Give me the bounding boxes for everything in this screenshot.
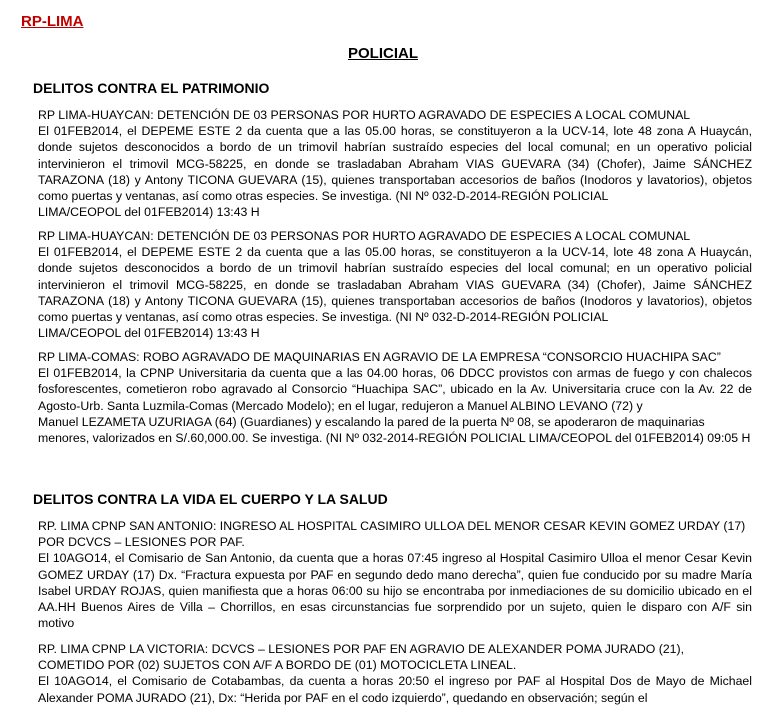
category-patrimonio: DELITOS CONTRA EL PATRIMONIO (33, 80, 270, 96)
entry-body: El 01FEB2014, el DEPEME ESTE 2 da cuenta que a las 05.00 horas, se constituyeron a la UCV-14, lote 48 zona A Huaycán, donde sujetos desconocidos a bordo de un trimovil habrían sustraído especies del local comunal; en un operativo policial intervinieron el trimovil MCG-58225, en donde se trasladaban Abraham VIAS GUEVARA (34) (Chofer), Jaime SÁNCHEZ TARAZONA (18) y Antony TICONA GUEVARA (15), quienes transportaban accesorios de baños (Inodoros y lavatorios), objetos como puertas y ventanas, así como otras especies. Se investiga. (NI Nº 032-D-2014-REGIÓN POLICIAL (38, 245, 752, 325)
entry-body-continued: Manuel LEZAMETA UZURIAGA (64) (Guardianes) y escalando la pared de la puerta Nº 08, se apoderaron de maquinarias menores, valorizados en S/.60,000.00. Se investiga. (NI Nº 032-2014-REGIÓN POLICIAL LIMA/CEOPOL del 01FEB2014) 09:05 H (38, 414, 751, 446)
entry-body: El 10AGO14, el Comisario de San Antonio, da cuenta que a horas 07:45 ingreso al Hospital Casimiro Ulloa el menor Cesar Kevin GOMEZ URDAY (17) Dx. “Fractura expuesta por PAF en segundo dedo mano derecha”, quien fue conducido por su madre María Isabel URDAY ROJAS, quien manifiesta que a horas 06:00 su hijo se encontraba por inmediaciones de su domicilio ubicado en el AA.HH Buenos Aires de Villa – Chorrillos, en esas circunstancias fue sorprendido por un sujeto, quien le disparo con A/F sin motivo (38, 551, 752, 631)
category-vida-salud: DELITOS CONTRA LA VIDA EL CUERPO Y LA SALUD (33, 491, 388, 507)
entry-heading: RP. LIMA CPNP SAN ANTONIO: INGRESO AL HOSPITAL CASIMIRO ULLOA DEL MENOR CESAR KEVIN GOMEZ URDAY (17) POR DCVCS – LESIONES POR PAF. (38, 519, 746, 550)
entry-heading: RP. LIMA CPNP LA VICTORIA: DCVCS – LESIONES POR PAF EN AGRAVIO DE ALEXANDER POMA JURADO (21), COMETIDO POR (02) SUJETOS CON A/F A BORDO DE (01) MOTOCICLETA LINEAL. (38, 642, 685, 673)
entry-footer: LIMA/CEOPOL del 01FEB2014) 13:43 H (38, 326, 260, 341)
entry-heading: RP LIMA-HUAYCAN: DETENCIÓN DE 03 PERSONAS POR HURTO AGRAVADO DE ESPECIES A LOCAL COMUNAL (38, 108, 691, 122)
news-entry (38, 349, 752, 446)
section-title: POLICIAL (348, 45, 418, 62)
news-entry (38, 228, 752, 341)
rp-lima-link[interactable]: RP-LIMA (21, 13, 84, 30)
entry-heading: RP LIMA-COMAS: ROBO AGRAVADO DE MAQUINARIAS EN AGRAVIO DE LA EMPRESA “CONSORCIO HUACHIPA SAC” (38, 350, 721, 364)
entry-body: El 01FEB2014, la CPNP Universitaria da cuenta que a las 04.00 horas, 06 DDCC provistos con armas de fuego y con chalecos fosforescentes, cometieron robo agravado al Consorcio “Huachipa SAC”, ubicado en la Av. Universitaria cruce con la Av. 22 de Agosto-Urb. Santa Luzmila-Comas (Mercado Modelo); en el lugar, redujeron a Manuel ALBINO LEVANO (72) y (38, 366, 752, 413)
entry-body: El 01FEB2014, el DEPEME ESTE 2 da cuenta que a las 05.00 horas, se constituyeron a la UCV-14, lote 48 zona A Huaycán, donde sujetos desconocidos a bordo de un trimovil habrían sustraído especies del local comunal; en un operativo policial intervinieron el trimovil MCG-58225, en donde se trasladaban Abraham VIAS GUEVARA (34) (Chofer), Jaime SÁNCHEZ TARAZONA (18) y Antony TICONA GUEVARA (15), quienes transportaban accesorios de baños (Inodoros y lavatorios), objetos como puertas y ventanas, así como otras especies. Se investiga. (NI Nº 032-D-2014-REGIÓN POLICIAL (38, 124, 752, 204)
entry-heading: RP LIMA-HUAYCAN: DETENCIÓN DE 03 PERSONAS POR HURTO AGRAVADO DE ESPECIES A LOCAL COMUNAL (38, 229, 691, 243)
news-entry (38, 641, 752, 706)
news-entry (38, 107, 752, 220)
entry-body: El 10AGO14, el Comisario de Cotabambas, da cuenta a horas 20:50 el ingreso por PAF al Hospital Dos de Mayo de Michael Alexander POMA JURADO (21), Dx: “Herida por PAF en el codo izquierdo”, quedando en observación; según el (38, 674, 752, 705)
news-entry (38, 518, 752, 631)
entry-footer: LIMA/CEOPOL del 01FEB2014) 13:43 H (38, 205, 260, 220)
